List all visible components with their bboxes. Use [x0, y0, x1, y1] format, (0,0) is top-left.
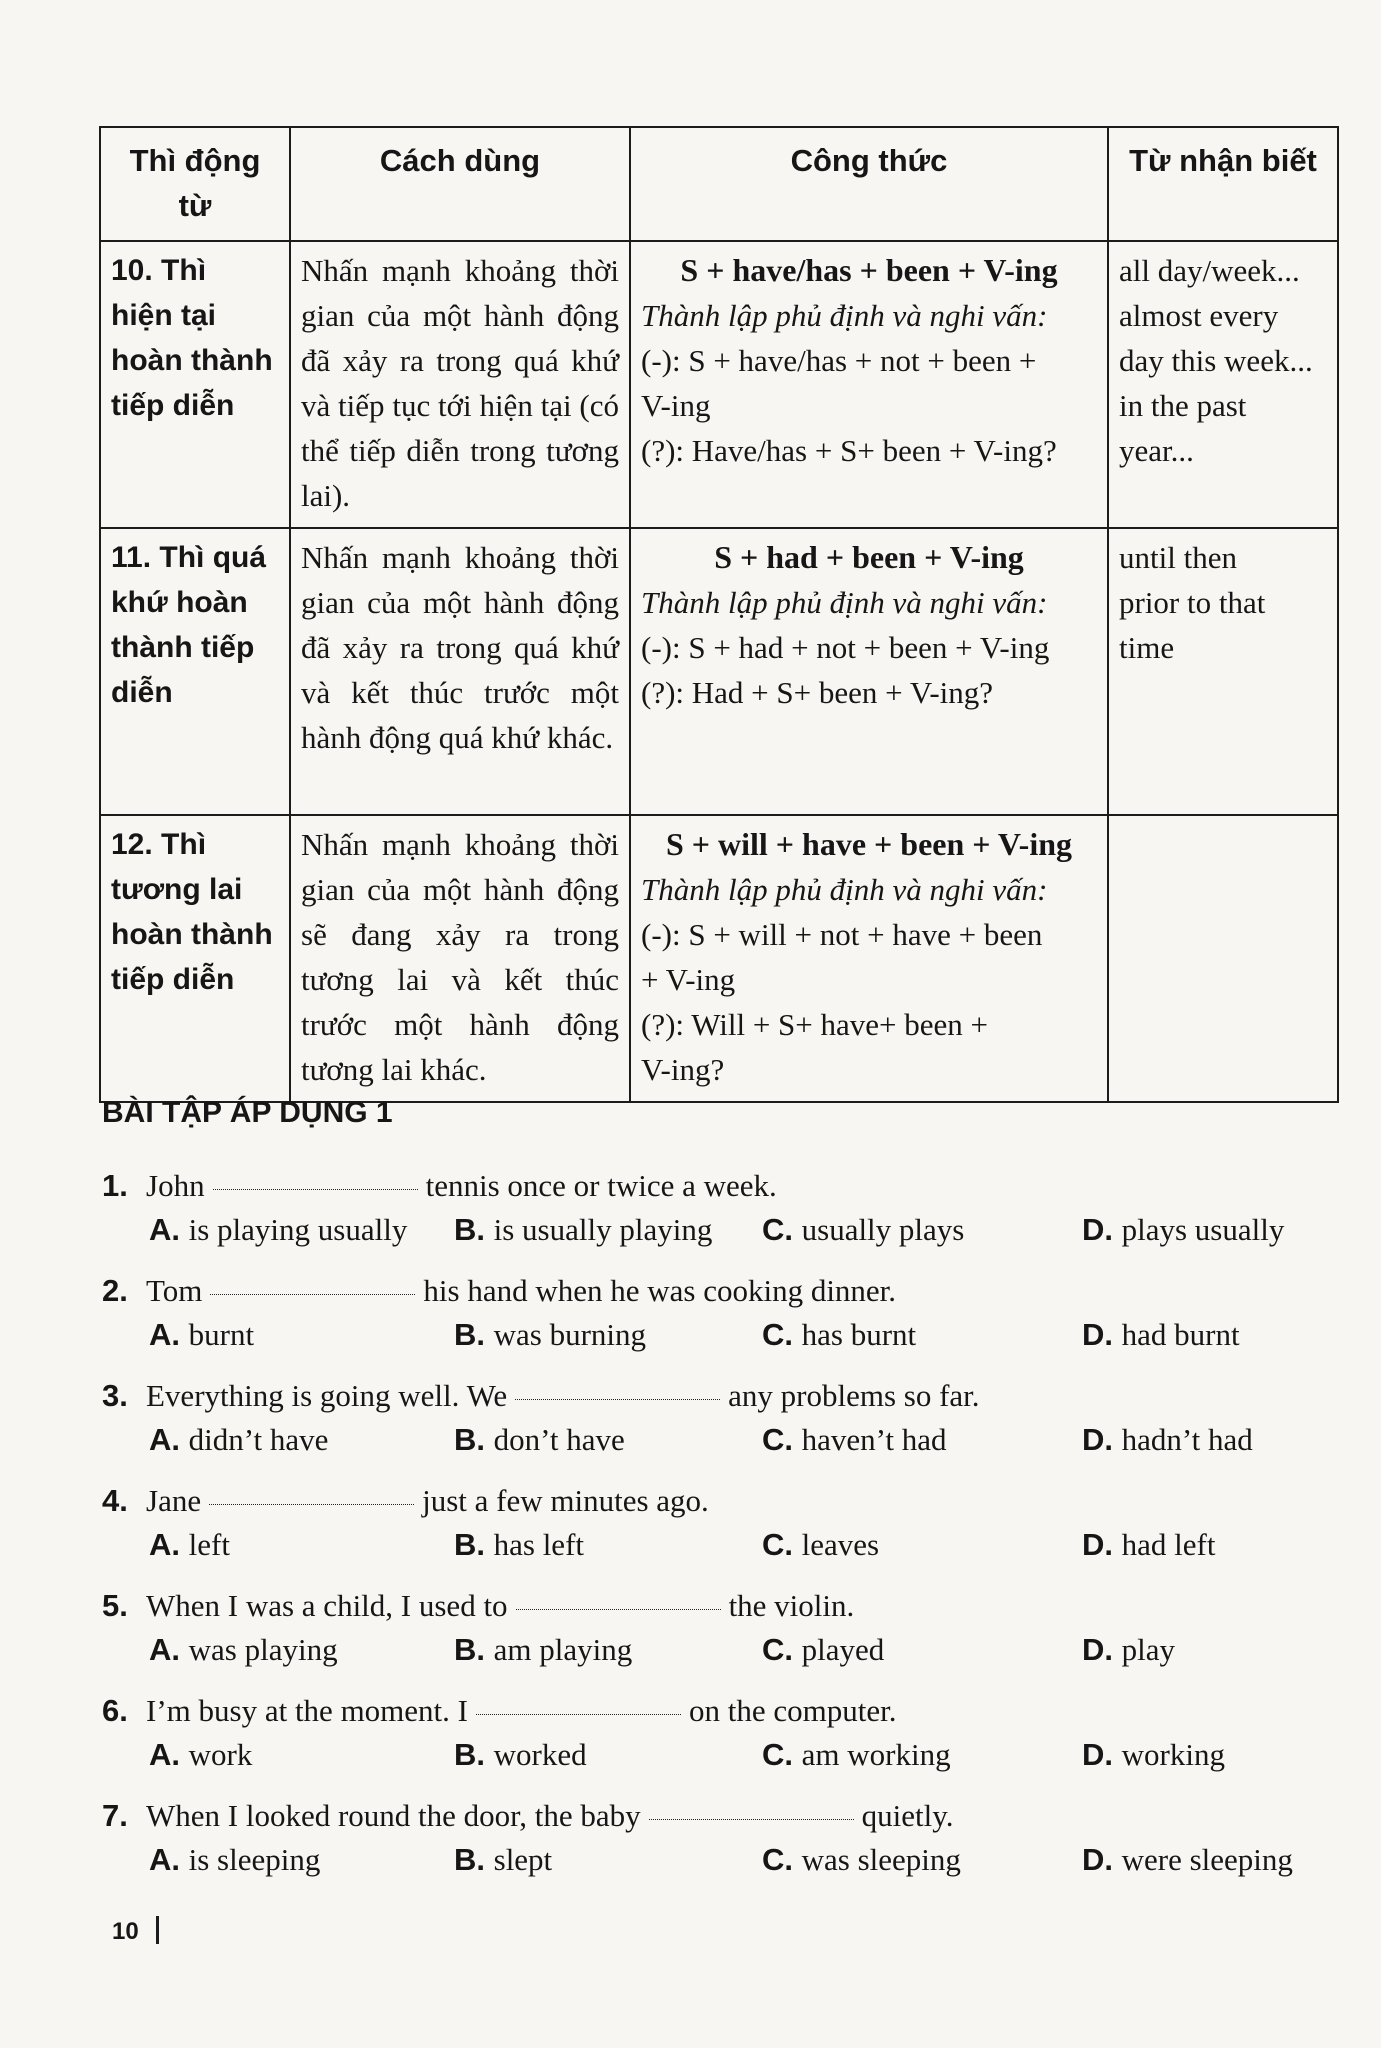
header-signals: Từ nhận biết	[1108, 127, 1338, 241]
option-a: A. was playing	[149, 1632, 338, 1667]
formula-note: Thành lập phủ định và nghi vấn:	[641, 298, 1048, 333]
formula-question: (?): Have/has + S+ been + V-ing?	[641, 433, 1057, 468]
answer-options	[102, 1737, 1225, 1779]
option-a: A. is playing usually	[149, 1212, 408, 1247]
question-3	[102, 1378, 1253, 1464]
question-number: 6.	[102, 1693, 128, 1728]
answer-options	[102, 1842, 1293, 1884]
option-a: A. is sleeping	[149, 1842, 321, 1877]
question-text-after: on the computer.	[689, 1693, 897, 1728]
page-number-divider	[156, 1916, 159, 1944]
formula-note: Thành lập phủ định và nghi vấn:	[641, 585, 1048, 620]
question-number: 5.	[102, 1588, 128, 1623]
formula-note: Thành lập phủ định và nghi vấn:	[641, 872, 1048, 907]
question-text-after: tennis once or twice a week.	[425, 1168, 777, 1203]
answer-options	[102, 1527, 1216, 1569]
option-b: B. don’t have	[454, 1422, 625, 1457]
tense-name: 11. Thì quá khứ hoàn thành tiếp diễn	[100, 528, 290, 815]
question-number: 2.	[102, 1273, 128, 1308]
question-number: 1.	[102, 1168, 128, 1203]
question-text-after: any problems so far.	[728, 1378, 980, 1413]
tense-name: 12. Thì tương lai hoàn thành tiếp diễn	[100, 815, 290, 1102]
question-text-before: Jane	[146, 1483, 202, 1518]
answer-blank	[213, 1188, 418, 1190]
option-a: A. burnt	[149, 1317, 255, 1352]
question-1	[102, 1168, 1285, 1254]
question-5	[102, 1588, 1175, 1674]
option-b: B. worked	[454, 1737, 587, 1772]
answer-options	[102, 1632, 1175, 1674]
table-row	[100, 528, 1338, 815]
answer-blank	[649, 1818, 854, 1820]
option-d: D. hadn’t had	[1082, 1422, 1253, 1457]
question-text-after: his hand when he was cooking dinner.	[423, 1273, 897, 1308]
tense-usage: Nhấn mạnh khoảng thời gian của một hành động đã xảy ra trong quá khứ và tiếp tục tới hiện tại (có thể tiếp diễn trong tương lai).	[290, 241, 630, 528]
question-text-before: I’m busy at the moment. I	[146, 1693, 468, 1728]
option-d: D. had burnt	[1082, 1317, 1240, 1352]
tense-formula	[630, 241, 1108, 528]
question-7	[102, 1798, 1293, 1884]
option-a: A. work	[149, 1737, 253, 1772]
option-b: B. am playing	[454, 1632, 633, 1667]
answer-blank	[515, 1398, 720, 1400]
header-tense: Thì động từ	[100, 127, 290, 241]
question-text-before: When I was a child, I used to	[146, 1588, 508, 1623]
question-text-before: When I looked round the door, the baby	[146, 1798, 641, 1833]
question-text-before: John	[146, 1168, 205, 1203]
formula-main: S + had + been + V-ing	[714, 539, 1024, 575]
option-a: A. didn’t have	[149, 1422, 329, 1457]
header-formula: Công thức	[630, 127, 1108, 241]
question-text-after: quietly.	[861, 1798, 954, 1833]
option-c: C. haven’t had	[762, 1422, 947, 1457]
question-text-after: the violin.	[728, 1588, 855, 1623]
option-c: C. am working	[762, 1737, 951, 1772]
question-text-before: Tom	[146, 1273, 203, 1308]
tense-usage: Nhấn mạnh khoảng thời gian của một hành động sẽ đang xảy ra trong tương lai và kết thúc trước một hành động tương lai khác.	[290, 815, 630, 1102]
formula-negative: (-): S + had + not + been + V-ing	[641, 630, 1050, 665]
answer-options	[102, 1212, 1285, 1254]
answer-blank	[476, 1713, 681, 1715]
option-c: C. usually plays	[762, 1212, 965, 1247]
header-usage: Cách dùng	[290, 127, 630, 241]
option-c: C. leaves	[762, 1527, 880, 1562]
question-number: 4.	[102, 1483, 128, 1518]
table-row	[100, 815, 1338, 1102]
tense-formula	[630, 528, 1108, 815]
option-d: D. plays usually	[1082, 1212, 1285, 1247]
formula-main: S + will + have + been + V-ing	[665, 826, 1072, 862]
answer-blank	[516, 1608, 721, 1610]
question-number: 3.	[102, 1378, 128, 1413]
tense-usage: Nhấn mạnh khoảng thời gian của một hành động đã xảy ra trong quá khứ và kết thúc trước một hành động quá khứ khác.	[290, 528, 630, 815]
tense-name: 10. Thì hiện tại hoàn thành tiếp diễn	[100, 241, 290, 528]
question-4	[102, 1483, 1216, 1569]
option-d: D. working	[1082, 1737, 1225, 1772]
option-c: C. was sleeping	[762, 1842, 961, 1877]
formula-question: (?): Had + S+ been + V-ing?	[641, 675, 994, 710]
option-b: B. was burning	[454, 1317, 647, 1352]
option-b: B. has left	[454, 1527, 585, 1562]
page-number: 10	[112, 1918, 139, 1945]
answer-blank	[209, 1503, 414, 1505]
table-row	[100, 241, 1338, 528]
tense-signals: all day/week... almost every day this week... in the past year...	[1108, 241, 1338, 528]
formula-negative: (-): S + have/has + not + been + V-ing	[641, 343, 1037, 423]
option-b: B. is usually playing	[454, 1212, 713, 1247]
question-text-after: just a few minutes ago.	[422, 1483, 709, 1518]
tense-table	[99, 126, 1339, 1103]
tense-formula	[630, 815, 1108, 1102]
answer-blank	[210, 1293, 415, 1295]
formula-main: S + have/has + been + V-ing	[680, 252, 1058, 288]
option-d: D. play	[1082, 1632, 1175, 1667]
option-d: D. had left	[1082, 1527, 1216, 1562]
option-c: C. played	[762, 1632, 885, 1667]
formula-question: (?): Will + S+ have+ been + V-ing?	[641, 1007, 989, 1087]
option-d: D. were sleeping	[1082, 1842, 1293, 1877]
table-header-row	[100, 127, 1338, 241]
option-a: A. left	[149, 1527, 230, 1562]
option-b: B. slept	[454, 1842, 553, 1877]
tense-signals	[1108, 815, 1338, 1102]
answer-options	[102, 1317, 1240, 1359]
question-number: 7.	[102, 1798, 128, 1833]
question-2	[102, 1273, 1240, 1359]
exercise-title: BÀI TẬP ÁP DỤNG 1	[102, 1096, 393, 1129]
tense-signals: until then prior to that time	[1108, 528, 1338, 815]
question-text-before: Everything is going well. We	[146, 1378, 508, 1413]
question-6	[102, 1693, 1225, 1779]
answer-options	[102, 1422, 1253, 1464]
option-c: C. has burnt	[762, 1317, 917, 1352]
formula-negative: (-): S + will + not + have + been + V-ing	[641, 917, 1043, 997]
